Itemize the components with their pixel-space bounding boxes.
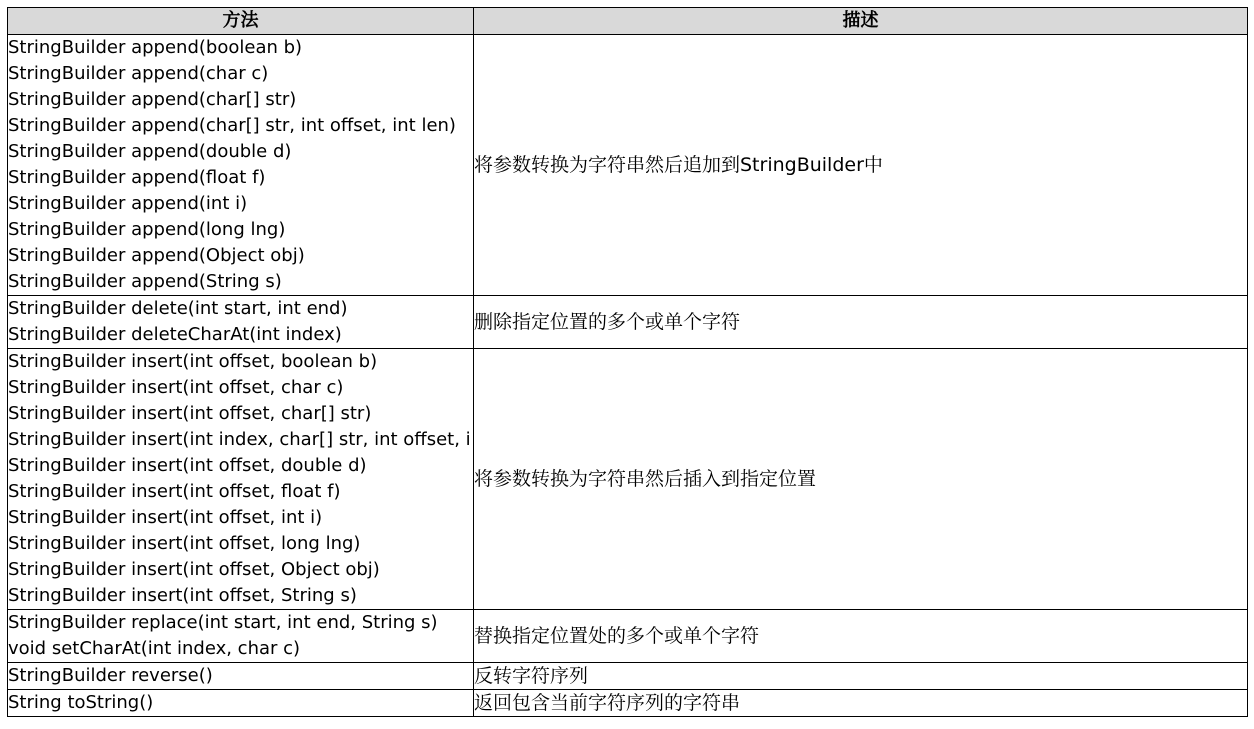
method-signature: StringBuilder append(String s) bbox=[8, 271, 282, 292]
header-row bbox=[8, 8, 1248, 35]
description-cell: 反转字符序列 bbox=[474, 663, 1248, 690]
method-signature: StringBuilder reverse() bbox=[8, 665, 213, 686]
method-signature: StringBuilder append(int i) bbox=[8, 193, 248, 214]
table-body bbox=[8, 35, 1248, 717]
methods-table bbox=[7, 7, 1248, 717]
table-row bbox=[8, 296, 1248, 349]
description-cell: 返回包含当前字符序列的字符串 bbox=[474, 690, 1248, 717]
table-row bbox=[8, 690, 1248, 717]
method-cell bbox=[8, 690, 474, 717]
method-signature: StringBuilder insert(int offset, String s) bbox=[8, 585, 357, 606]
method-signature: StringBuilder replace(int start, int end, String s) bbox=[8, 612, 438, 633]
method-signature: StringBuilder append(char[] str, int offset, int len) bbox=[8, 115, 456, 136]
method-cell bbox=[8, 35, 474, 296]
method-signature: StringBuilder append(Object obj) bbox=[8, 245, 305, 266]
method-signature: StringBuilder insert(int offset, double d) bbox=[8, 455, 367, 476]
method-signature: StringBuilder insert(int offset, float f) bbox=[8, 481, 341, 502]
method-signature: StringBuilder append(boolean b) bbox=[8, 37, 303, 58]
description-cell: 将参数转换为字符串然后插入到指定位置 bbox=[474, 349, 1248, 610]
method-signature: StringBuilder append(long lng) bbox=[8, 219, 286, 240]
method-signature: void setCharAt(int index, char c) bbox=[8, 638, 301, 659]
method-signature: StringBuilder deleteCharAt(int index) bbox=[8, 324, 342, 345]
method-signature: String toString() bbox=[8, 692, 154, 713]
table-row bbox=[8, 610, 1248, 663]
method-signature: StringBuilder insert(int offset, char[] str) bbox=[8, 403, 372, 424]
method-cell bbox=[8, 349, 474, 610]
description-cell: 替换指定位置处的多个或单个字符 bbox=[474, 610, 1248, 663]
header-description: 描述 bbox=[474, 8, 1248, 35]
header-method: 方法 bbox=[8, 8, 474, 35]
description-cell: 删除指定位置的多个或单个字符 bbox=[474, 296, 1248, 349]
method-cell bbox=[8, 663, 474, 690]
method-signature: StringBuilder insert(int offset, int i) bbox=[8, 507, 323, 528]
method-signature: StringBuilder append(char c) bbox=[8, 63, 269, 84]
method-cell bbox=[8, 610, 474, 663]
method-signature: StringBuilder append(float f) bbox=[8, 167, 266, 188]
description-cell: 将参数转换为字符串然后追加到StringBuilder中 bbox=[474, 35, 1248, 296]
table-row bbox=[8, 349, 1248, 610]
method-cell bbox=[8, 296, 474, 349]
method-signature: StringBuilder append(char[] str) bbox=[8, 89, 297, 110]
table-row bbox=[8, 663, 1248, 690]
method-signature: StringBuilder insert(int offset, char c) bbox=[8, 377, 344, 398]
method-signature: StringBuilder insert(int index, char[] str, int offset, i bbox=[8, 429, 471, 450]
method-signature: StringBuilder append(double d) bbox=[8, 141, 292, 162]
method-signature: StringBuilder delete(int start, int end) bbox=[8, 298, 348, 319]
method-signature: StringBuilder insert(int offset, Object obj) bbox=[8, 559, 380, 580]
method-signature: StringBuilder insert(int offset, long lng) bbox=[8, 533, 361, 554]
method-signature: StringBuilder insert(int offset, boolean b) bbox=[8, 351, 378, 372]
table-row bbox=[8, 35, 1248, 296]
